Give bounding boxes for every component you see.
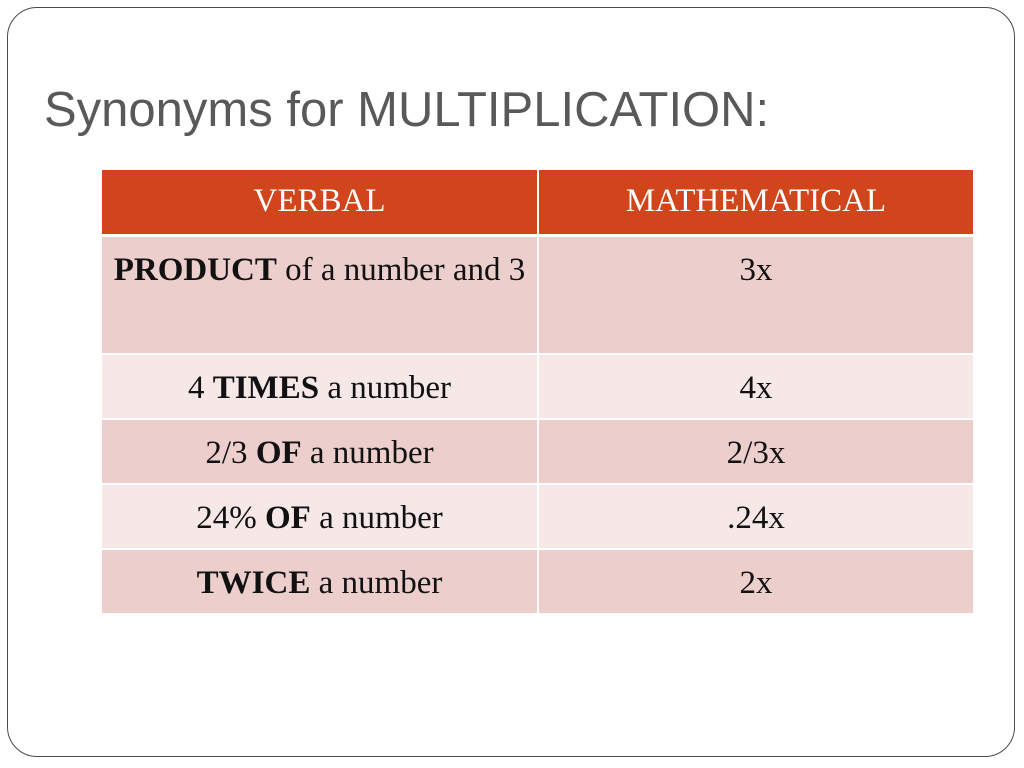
header-verbal: VERBAL [102,170,538,235]
verbal-cell [102,235,538,354]
verbal-cell [102,549,538,614]
keyword: TWICE [196,565,311,601]
verbal-cell [102,354,538,419]
table-row [102,235,973,354]
verbal-prefix: 4 [187,370,213,406]
keyword: PRODUCT [113,251,277,288]
math-cell: 2/3x [538,419,973,484]
verbal-prefix: 24% [196,500,265,536]
verbal-suffix: a number [310,500,443,536]
synonyms-table [102,170,973,615]
verbal-prefix: 2/3 [205,435,256,471]
table-row [102,354,973,419]
keyword: OF [255,435,302,471]
header-mathematical: MATHEMATICAL [538,170,973,235]
verbal-suffix: a number [310,565,443,601]
math-cell: 3x [538,235,973,354]
verbal-suffix: of a number and 3 [276,251,526,288]
verbal-suffix: a number [319,370,452,406]
table-row [102,419,973,484]
table-row [102,484,973,549]
math-cell: .24x [538,484,973,549]
math-cell: 2x [538,549,973,614]
verbal-cell [102,484,538,549]
verbal-suffix: a number [301,435,434,471]
verbal-cell [102,419,538,484]
math-cell: 4x [538,354,973,419]
table-row [102,549,973,614]
keyword: TIMES [212,370,320,406]
keyword: OF [264,500,311,536]
slide-title: Synonyms for MULTIPLICATION: [44,83,770,137]
table-header-row [102,170,973,235]
